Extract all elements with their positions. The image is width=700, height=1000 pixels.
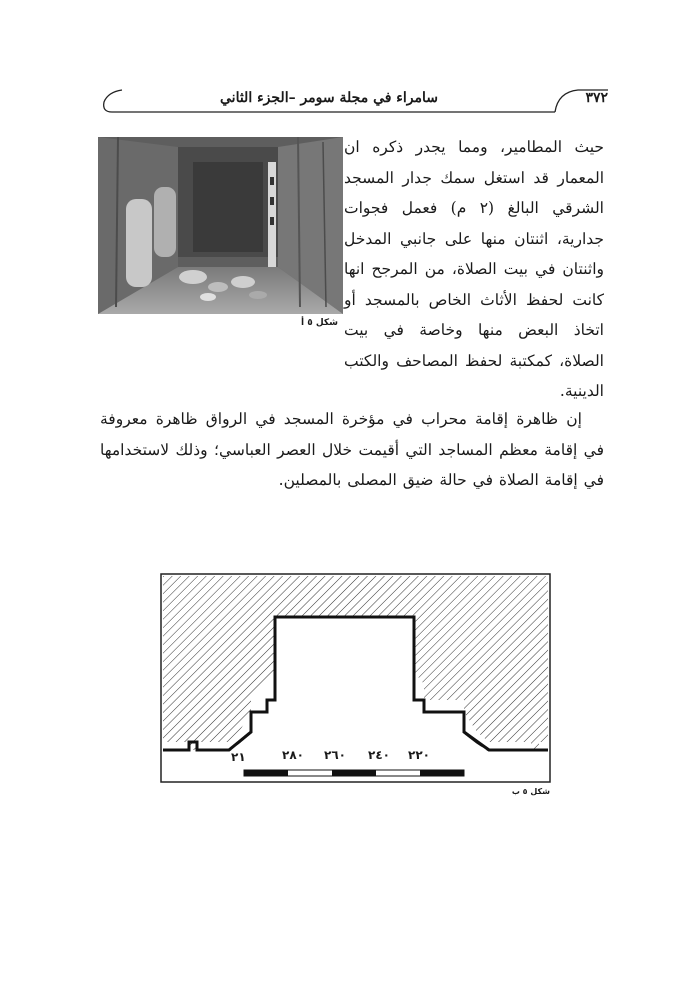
scale-label: ٢٤٠ xyxy=(368,748,390,762)
scale-bar xyxy=(244,770,464,776)
scale-label: ٢٢٠ xyxy=(408,748,430,762)
photo-caption: شكل ٥ أ xyxy=(301,318,338,328)
scale-label: ٢٨٠ xyxy=(282,748,304,762)
header-title: سامراء في مجلة سومر –الجزء الثاني xyxy=(220,90,438,106)
scale-label: ٢١ xyxy=(231,750,246,764)
mihrab-plan-drawing xyxy=(159,572,552,784)
scale-label: ٢٦٠ xyxy=(324,748,346,762)
plan-caption: شكل ٥ ب xyxy=(511,787,550,796)
paragraph-2-text: إن ظاهرة إقامة محراب في مؤخرة المسجد في الرواق ظاهرة معروفة في إقامة معظم المساجد التي أقيمت خلال العصر العباسي؛ وذلك لاستخدامها في إقامة الصلاة في حالة ضيق المصلى بالمصلين. xyxy=(100,410,604,489)
running-header xyxy=(100,86,610,116)
excavation-photo xyxy=(98,137,343,314)
paragraph-1: حيث المطامير، ومما يجدر ذكره ان المعمار قد استغل سمك جدار المسجد الشرقي البالغ (٢ م) فعمل فجوات جدارية، اثنتان منها على جانبي المدخل واثنتان في بيت الصلاة، من المرجح انها كانت لحفظ الأثاث الخاص بالمسجد أو اتخاذ البعض منها وخاصة في بيت الصلاة، كمكتبة لحفظ المصاحف والكتب الدينية. xyxy=(344,138,604,400)
paragraph-2 xyxy=(100,404,604,496)
page-number: ٣٧٢ xyxy=(585,90,608,106)
